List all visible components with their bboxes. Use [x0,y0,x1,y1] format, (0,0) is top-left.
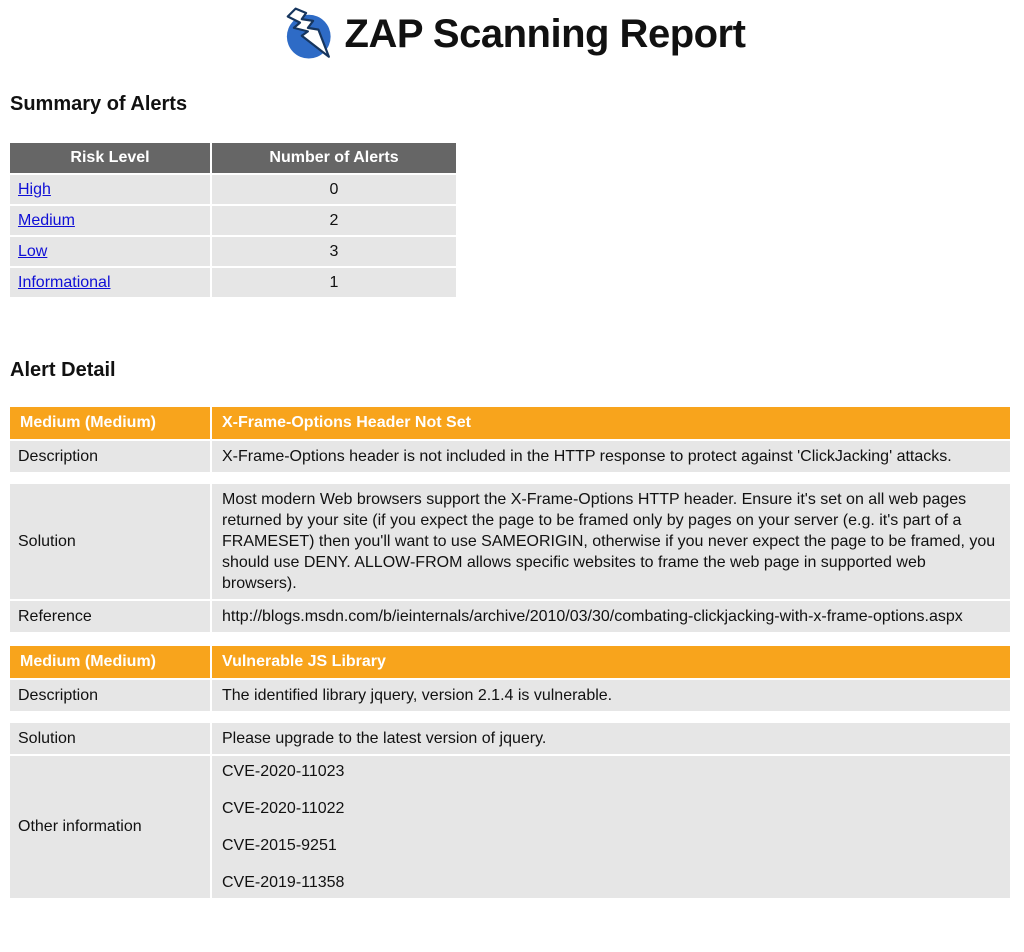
informational-alert-count: 1 [212,268,456,297]
description-content: The identified library jquery, version 2.1.4 is vulnerable. [212,680,1010,711]
cve-entry: CVE-2020-11022 [222,800,345,817]
spacer-row [10,474,1010,482]
summary-table [8,141,458,299]
alert-detail-heading: Alert Detail [10,359,116,381]
low-risk-link[interactable]: Low [18,242,48,260]
alert-risk-badge: Medium (Medium) [10,407,210,439]
summary-of-alerts-heading: Summary of Alerts [10,93,188,115]
zap-lightning-logo-icon [279,6,335,62]
page-title-text: ZAP Scanning Report [344,11,746,56]
solution-row [10,723,1010,754]
solution-label: Solution [10,723,210,754]
alert-table-vulnerable-js-library [8,644,1012,900]
description-label: Description [10,441,210,472]
alert-header-row [10,646,1010,678]
summary-header-row [10,143,456,173]
summary-row-low [10,237,456,266]
cve-entry: CVE-2015-9251 [222,837,337,854]
spacer-row [10,713,1010,721]
description-row [10,441,1010,472]
other-information-content [212,756,1010,898]
solution-label: Solution [10,484,210,599]
high-alert-count: 0 [212,175,456,204]
alert-table-xframe-options [8,405,1012,634]
solution-content: Please upgrade to the latest version of jquery. [212,723,1010,754]
reference-row [10,601,1010,632]
informational-risk-link[interactable]: Informational [18,273,111,291]
number-of-alerts-column-header: Number of Alerts [212,143,456,173]
alert-risk-badge: Medium (Medium) [10,646,210,678]
high-risk-link[interactable]: High [18,180,51,198]
page-title [10,6,1014,62]
summary-row-high [10,175,456,204]
medium-alert-count: 2 [212,206,456,235]
medium-risk-link[interactable]: Medium [18,211,75,229]
risk-level-column-header: Risk Level [10,143,210,173]
alert-name: Vulnerable JS Library [212,646,1010,678]
summary-row-medium [10,206,456,235]
reference-content: http://blogs.msdn.com/b/ieinternals/archive/2010/03/30/combating-clickjacking-with-x-frame-options.aspx [212,601,1010,632]
description-label: Description [10,680,210,711]
solution-row [10,484,1010,599]
reference-label: Reference [10,601,210,632]
other-information-label: Other information [10,756,210,898]
report-page [0,6,1024,900]
description-content: X-Frame-Options header is not included in the HTTP response to protect against 'ClickJacking' attacks. [212,441,1010,472]
solution-content: Most modern Web browsers support the X-Frame-Options HTTP header. Ensure it's set on all web pages returned by your site (if you expect the page to be framed only by pages on your server (e.g. it's part of a FRAMESET) then you'll want to use SAMEORIGIN, otherwise if you never expect the page to be framed, you should use DENY. ALLOW-FROM allows specific websites to frame the web page in supported web browsers). [212,484,1010,599]
low-alert-count: 3 [212,237,456,266]
alert-header-row [10,407,1010,439]
summary-row-informational [10,268,456,297]
cve-entry: CVE-2019-11358 [222,874,345,891]
description-row [10,680,1010,711]
cve-entry: CVE-2020-11023 [222,763,345,780]
other-information-row [10,756,1010,898]
alert-name: X-Frame-Options Header Not Set [212,407,1010,439]
